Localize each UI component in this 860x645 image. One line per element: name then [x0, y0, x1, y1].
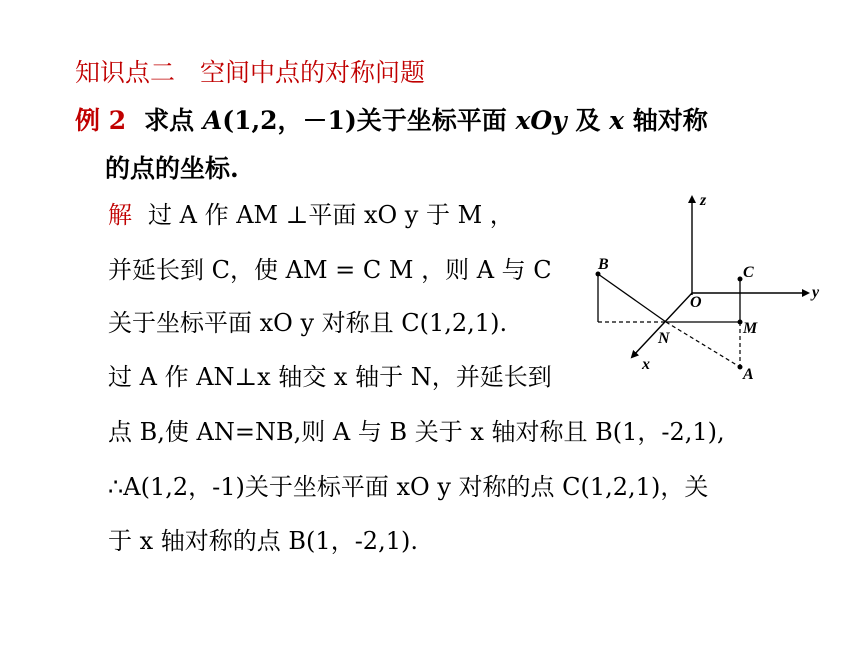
solution-line-3: 关于坐标平面 xO y 对称且 C(1,2,1). — [108, 309, 508, 337]
solution-label: 解 — [108, 201, 132, 229]
label-o: O — [690, 294, 702, 311]
label-m: M — [743, 320, 758, 337]
example-text-1: 求点 — [144, 106, 203, 135]
solution-line-1 — [108, 198, 514, 232]
solution-line-7: 于 x 轴对称的点 B(1，-2,1). — [108, 527, 418, 555]
example-text-2: 关于坐标平面 — [356, 106, 516, 135]
label-y: y — [812, 284, 820, 301]
label-b: B — [598, 256, 609, 273]
label-z: z — [700, 192, 707, 209]
example-text-4: 轴对称 — [624, 106, 708, 135]
example-statement — [75, 104, 708, 138]
label-x: x — [642, 356, 650, 373]
example-statement-line2: 的点的坐标. — [105, 154, 239, 183]
label-n: N — [658, 330, 670, 347]
segment-na — [666, 322, 740, 367]
example-point: A — [202, 106, 223, 135]
coordinate-diagram — [580, 185, 830, 390]
example-plane: xOy — [515, 106, 567, 135]
example-label: 例 2 — [75, 106, 127, 135]
solution-line-2: 并延长到 C，使 AM = C M ，则 A 与 C — [108, 256, 552, 284]
solution-line-5: 点 B,使 AN=NB,则 A 与 B 关于 x 轴对称且 B(1，-2,1), — [108, 418, 725, 446]
label-a: A — [743, 366, 754, 383]
section-heading: 知识点二 空间中点的对称问题 — [75, 58, 426, 87]
x-axis — [632, 293, 692, 357]
solution-line-4: 过 A 作 AN⊥x 轴交 x 轴于 N，并延长到 — [108, 363, 552, 391]
solution-line-6: ∴A(1,2，-1)关于坐标平面 xO y 对称的点 C(1,2,1)，关 — [108, 473, 709, 501]
point-c — [738, 277, 743, 282]
label-c: C — [743, 264, 754, 281]
example-text-3: 及 — [566, 106, 610, 135]
example-axis: x — [609, 106, 625, 135]
example-coords: (1,2，－1) — [222, 106, 357, 135]
point-a — [738, 365, 743, 370]
point-m — [738, 320, 743, 325]
solution-text-1: 过 A 作 AM ⊥平面 xO y 于 M ， — [148, 201, 514, 229]
segment-bn — [598, 274, 666, 322]
